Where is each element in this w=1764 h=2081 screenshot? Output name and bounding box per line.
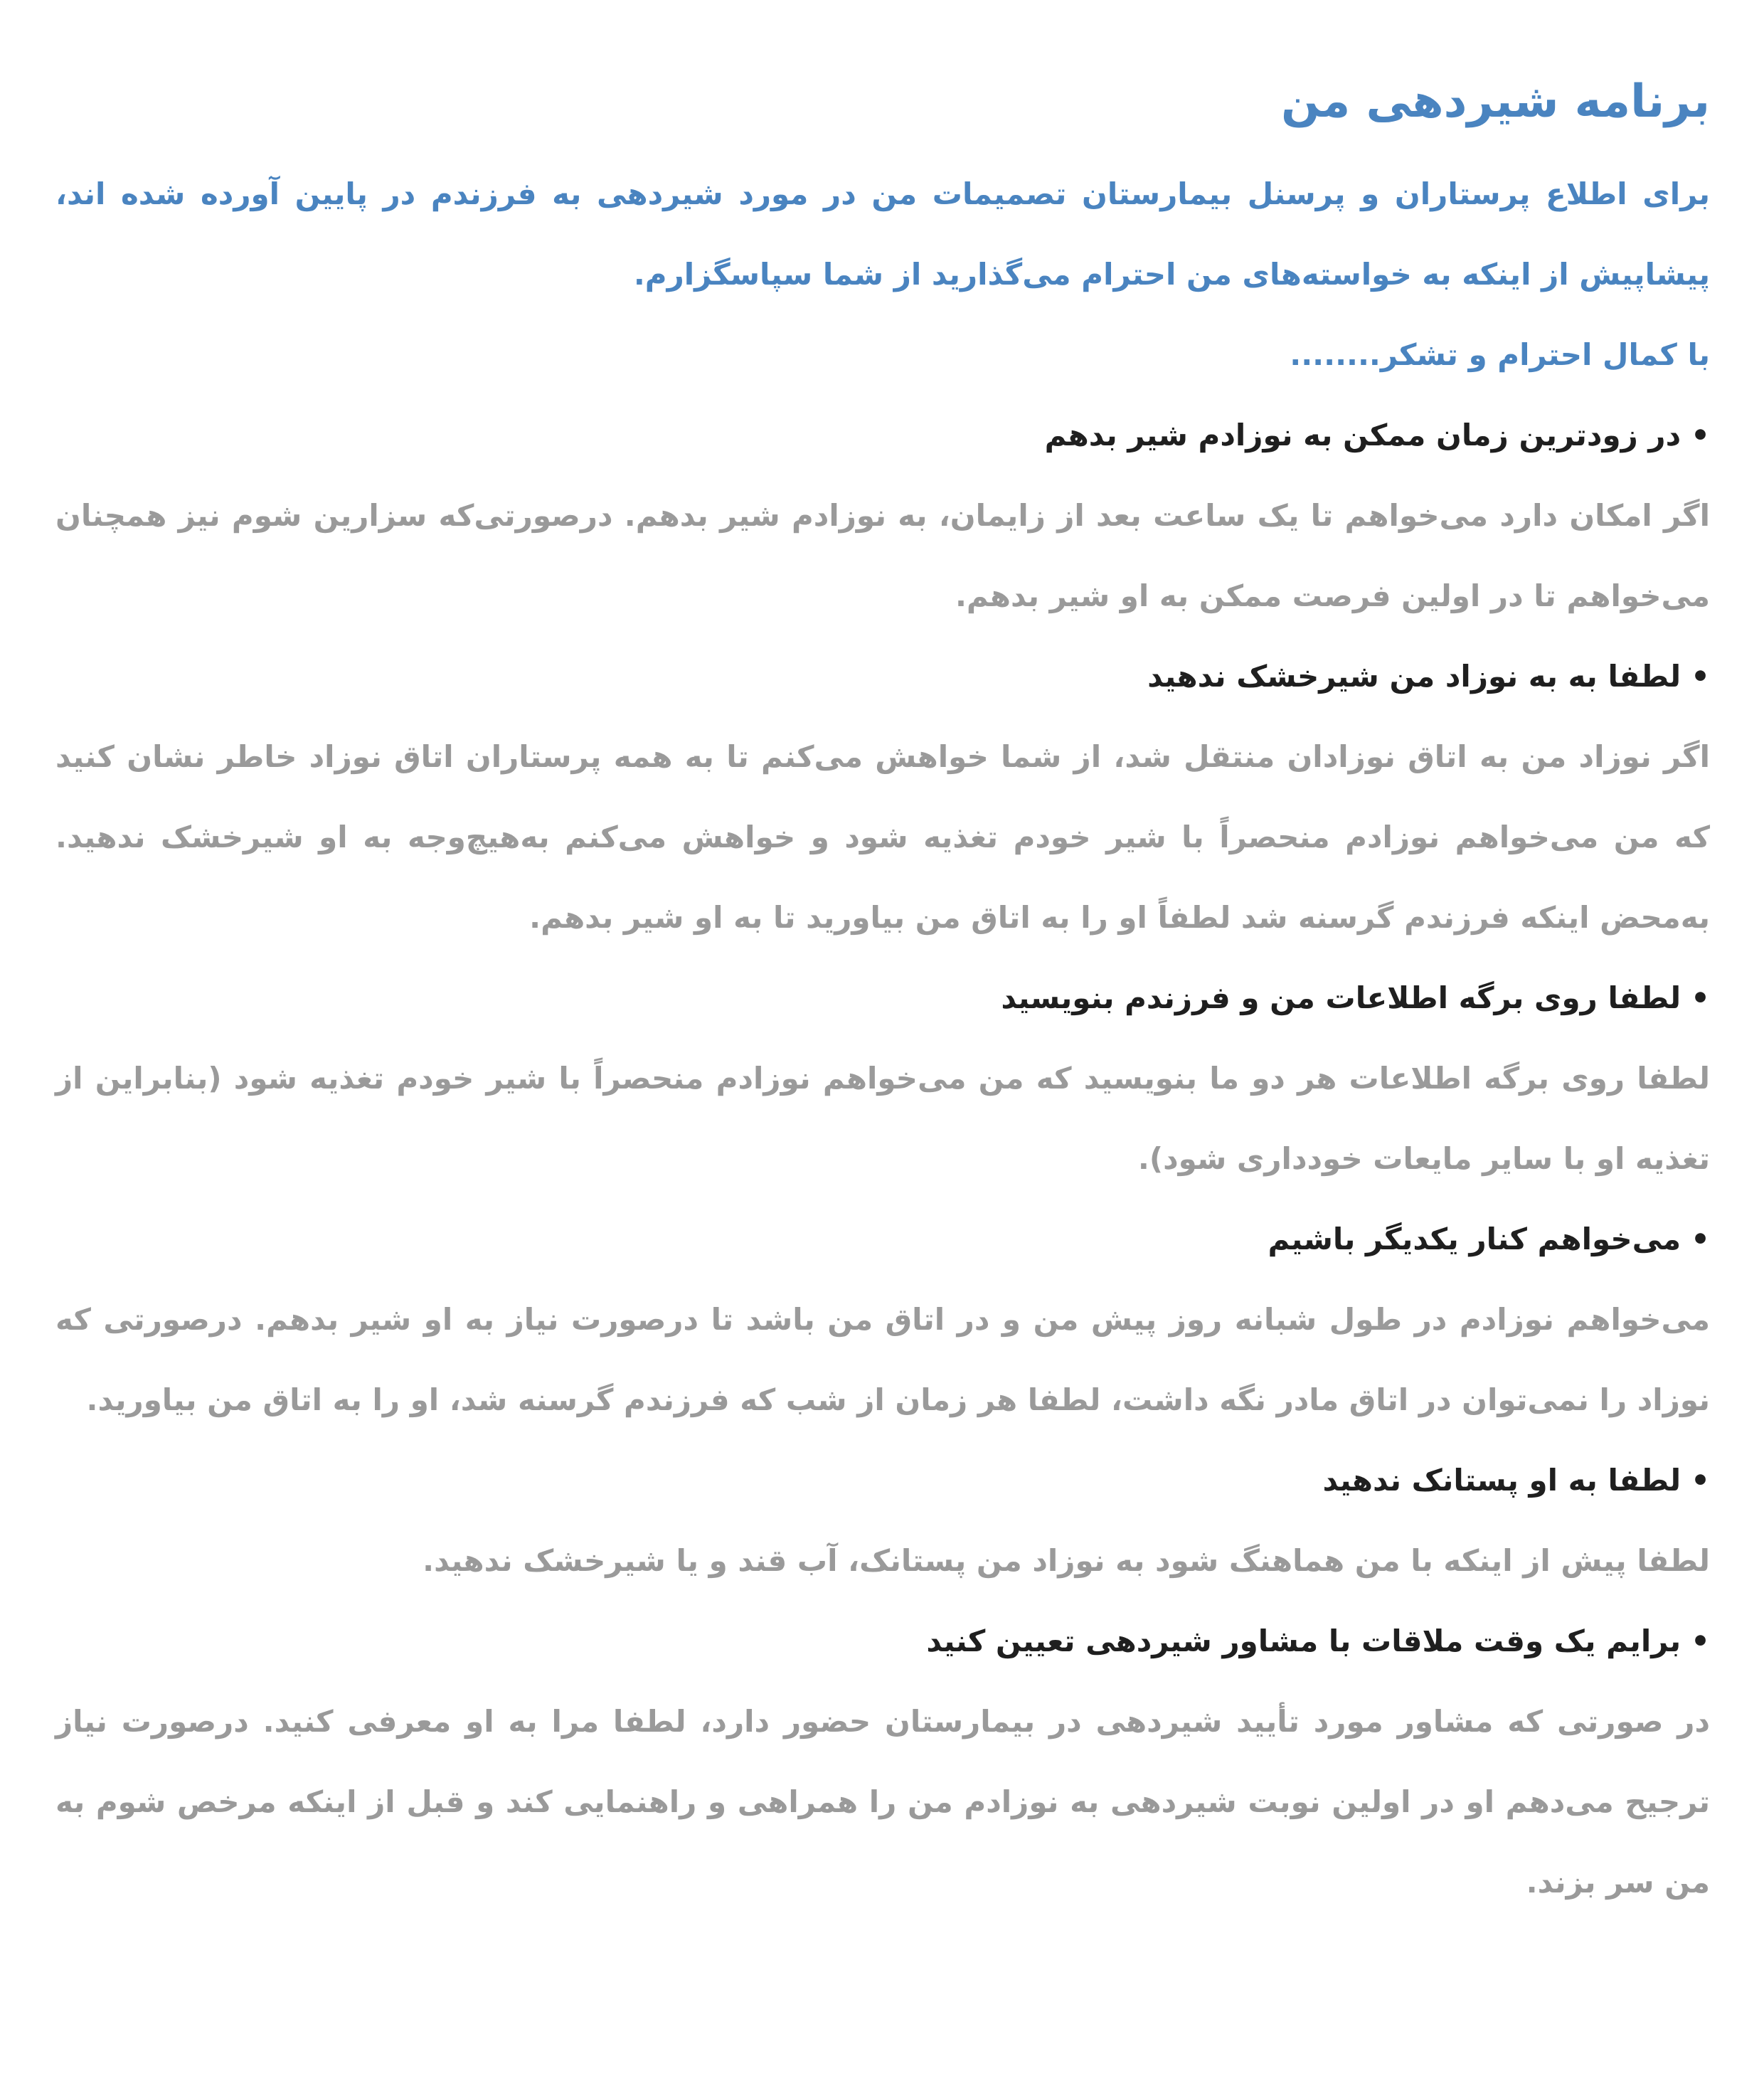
section-heading-text: برایم یک وقت ملاقات با مشاور شیردهی تعیین کنید <box>926 1624 1681 1658</box>
section-3 <box>55 958 1710 1199</box>
section-body: می‌خواهم نوزادم در طول شبانه روز پیش من و در اتاق من باشد تا درصورت نیاز به او شیر بدهم. درصورتی که نوزاد را نمی‌توان در اتاق مادر نگه داشت، لطفا هر زمان از شب که فرزندم گرسنه شد، او را به اتاق من بیاورید. <box>55 1302 1710 1417</box>
bullet-icon: • <box>1691 418 1710 452</box>
section-body: اگر امکان دارد می‌خواهم تا یک ساعت بعد از زایمان، به نوزادم شیر بدهم. درصورتی‌که سزارین شوم نیز همچنان می‌خواهم تا در اولین فرصت ممکن به او شیر بدهم. <box>55 498 1710 613</box>
section-heading <box>55 1601 1710 1681</box>
closing-line: با کمال احترام و تشکر........ <box>1290 337 1710 372</box>
section-5 <box>55 1440 1710 1601</box>
section-heading <box>55 1440 1710 1520</box>
section-heading <box>55 636 1710 716</box>
section-4 <box>55 1199 1710 1440</box>
section-2 <box>55 636 1710 958</box>
section-heading-text: لطفا به به نوزاد من شیرخشک ندهید <box>1147 659 1681 694</box>
section-heading-text: لطفا به او پستانک ندهید <box>1322 1463 1681 1498</box>
section-body: لطفا روی برگه اطلاعات هر دو ما بنویسید که من می‌خواهم نوزادم منحصراً با شیر خودم تغذیه شود (بنابراین از تغذیه او با سایر مایعات خودداری شود). <box>55 1061 1710 1176</box>
bullet-icon: • <box>1691 980 1710 1015</box>
section-body: در صورتی که مشاور مورد تأیید شیردهی در بیمارستان حضور دارد، لطفا مرا به او معرفی کنید. درصورت نیاز ترجیح می‌دهم او در اولین نوبت شیردهی به نوزادم من را همراهی و راهنمایی کند و قبل از اینکه مرخص شوم به من سر بزند. <box>55 1704 1710 1900</box>
bullet-icon: • <box>1691 1463 1710 1498</box>
page-title: برنامه شیردهی من <box>1281 75 1710 128</box>
section-6 <box>55 1601 1710 1922</box>
section-heading <box>55 958 1710 1038</box>
section-heading <box>55 395 1710 475</box>
section-body: لطفا پیش از اینکه با من هماهنگ شود به نوزاد من پستانک، آب قند و یا شیرخشک ندهید. <box>423 1543 1710 1578</box>
section-body: اگر نوزاد من به اتاق نوزادان منتقل شد، از شما خواهش می‌کنم تا به همه پرستاران اتاق نوزاد خاطر نشان کنید که من می‌خواهم نوزادم منحصراً با شیر خودم تغذیه شود و خواهش می‌کنم به‌هیچ‌وجه به او شیرخشک ندهید. به‌محض اینکه فرزندم گرسنه شد لطفاً او را به اتاق من بیاورید تا به او شیر بدهم. <box>55 739 1710 935</box>
section-heading-text: می‌خواهم کنار یکدیگر باشیم <box>1268 1222 1681 1256</box>
section-heading-text: در زودترین زمان ممکن به نوزادم شیر بدهم <box>1044 418 1681 452</box>
section-heading-text: لطفا روی برگه اطلاعات من و فرزندم بنویسید <box>1001 980 1681 1015</box>
intro-paragraph: برای اطلاع پرستاران و پرسنل بیمارستان تصمیمات من در مورد شیردهی به فرزندم در پایین آورده شده اند، پیشاپیش از اینکه به خواسته‌های من احترام می‌گذارید از شما سپاسگزارم. <box>55 176 1710 292</box>
bullet-icon: • <box>1691 1624 1710 1658</box>
bullet-icon: • <box>1691 1222 1710 1256</box>
bullet-icon: • <box>1691 659 1710 694</box>
document-page <box>55 50 1710 1922</box>
section-heading <box>55 1199 1710 1279</box>
section-1 <box>55 395 1710 636</box>
